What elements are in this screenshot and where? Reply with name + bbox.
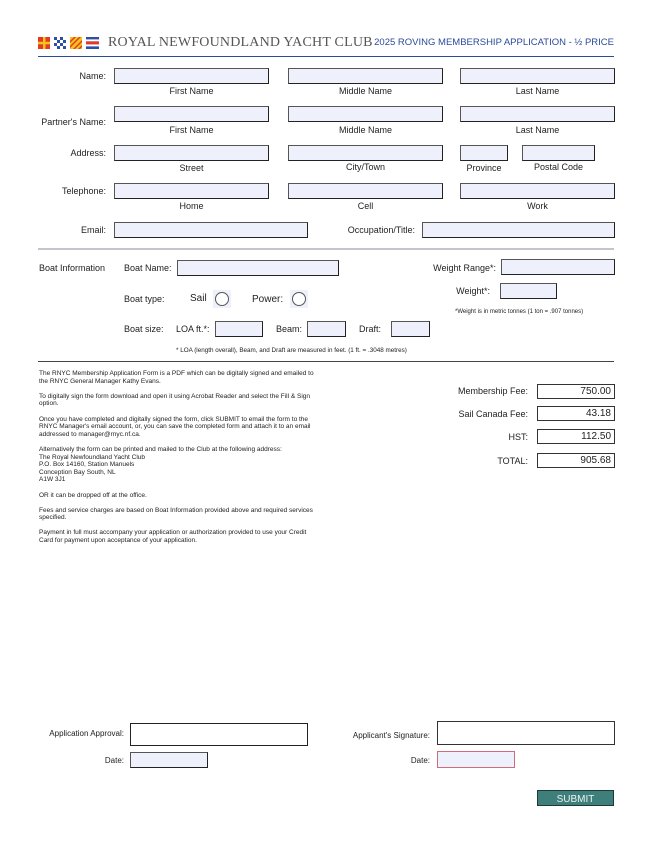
partner-name-label: Partner's Name:: [41, 117, 106, 127]
weight-range-input[interactable]: [501, 259, 615, 275]
middle-name-input[interactable]: [288, 68, 443, 84]
partner-last-name-input[interactable]: [460, 106, 615, 122]
home-phone-caption: Home: [179, 201, 204, 211]
hst-label: HST:: [508, 432, 528, 442]
postal-code-input[interactable]: [522, 145, 595, 161]
mailing-intro: Alternatively the form can be printed and mailed to the Club at the following address:: [39, 445, 282, 453]
boat-name-label: Boat Name:: [124, 263, 172, 273]
applicant-date-input[interactable]: [437, 751, 515, 768]
boat-name-input[interactable]: [177, 260, 339, 276]
weight-note: *Weight is in metric tonnes (1 ton = .907 tonnes): [455, 309, 584, 315]
info-paragraph: Fees and service charges are based on Boat Information provided above and required services specified.: [39, 506, 313, 522]
instructions-text: [39, 370, 314, 552]
info-paragraph: Once you have completed and digitally signed the form, click SUBMIT to email the form to the RNYC Manager's email account, or, you can save the completed form and attach it to an email addressed to manager@rnyc.nf.ca.: [39, 415, 311, 438]
first-name-input[interactable]: [114, 68, 269, 84]
beam-input[interactable]: [307, 321, 346, 337]
work-phone-caption: Work: [527, 201, 548, 211]
address-line: A1W 3J1: [39, 476, 66, 484]
occupation-input[interactable]: [422, 222, 615, 238]
membership-fee-value: 750.00: [537, 384, 615, 399]
sail-canada-fee-value: 43.18: [537, 406, 615, 421]
loa-input[interactable]: [215, 321, 263, 337]
power-radio[interactable]: [292, 292, 306, 306]
approval-date-label: Date:: [104, 756, 124, 765]
partner-first-name-input[interactable]: [114, 106, 269, 122]
sail-label: Sail: [190, 293, 207, 304]
postal-code-caption: Postal Code: [533, 162, 584, 172]
partner-middle-name-input[interactable]: [288, 106, 443, 122]
info-paragraph: Payment in full must accompany your application or authorization provided to use your Credit Card for payment upon acceptance of your application.: [39, 529, 307, 545]
total-label: TOTAL:: [497, 456, 528, 466]
first-name-caption: First Name: [169, 86, 214, 96]
form-title: 2025 ROVING MEMBERSHIP APPLICATION - ½ PRICE: [374, 37, 614, 48]
partner-middle-name-caption: Middle Name: [338, 125, 393, 135]
sail-radio[interactable]: [215, 292, 229, 306]
draft-label: Draft:: [359, 324, 382, 334]
flag-n-icon: [54, 37, 66, 49]
flag-c-icon: [86, 37, 99, 49]
city-caption: City/Town: [345, 162, 385, 172]
address-line: P.O. Box 14160, Station Manuels: [39, 461, 135, 469]
partner-last-name-caption: Last Name: [515, 125, 560, 135]
club-name: ROYAL NEWFOUNDLAND YACHT CLUB: [108, 35, 373, 50]
total-value: 905.68: [537, 453, 615, 468]
power-label: Power:: [252, 294, 284, 305]
boat-divider: [38, 361, 614, 362]
province-input[interactable]: [460, 145, 508, 161]
street-caption: Street: [179, 163, 204, 173]
application-approval-field[interactable]: [130, 723, 308, 746]
mailing-address-block: [39, 446, 314, 484]
beam-label: Beam:: [276, 324, 303, 334]
sail-canada-fee-label: Sail Canada Fee:: [458, 409, 528, 419]
info-paragraph: OR it can be dropped off at the office.: [39, 491, 147, 499]
middle-name-caption: Middle Name: [338, 86, 393, 96]
work-phone-input[interactable]: [460, 183, 615, 199]
boat-information-heading: Boat Information: [39, 263, 106, 273]
cell-phone-caption: Cell: [357, 201, 374, 211]
email-input[interactable]: [114, 222, 308, 238]
applicant-date-label: Date:: [410, 756, 430, 765]
flag-y-icon: [70, 37, 82, 49]
home-phone-input[interactable]: [114, 183, 269, 199]
section-divider: [38, 248, 614, 250]
cell-phone-input[interactable]: [288, 183, 443, 199]
boat-size-note: * LOA (length overall), Beam, and Draft are measured in feet. (1 ft. = .3048 metres): [176, 347, 407, 354]
address-line: The Royal Newfoundland Yacht Club: [39, 453, 145, 461]
signal-flags-logo: [38, 37, 100, 49]
telephone-label: Telephone:: [61, 186, 106, 196]
email-label: Email:: [80, 225, 106, 235]
last-name-input[interactable]: [460, 68, 615, 84]
province-caption: Province: [466, 163, 502, 173]
weight-label: Weight*:: [456, 286, 490, 296]
approval-date-input[interactable]: [130, 752, 208, 768]
info-paragraph: The RNYC Membership Application Form is a PDF which can be digitally signed and emailed to the RNYC General Manager Kathy Evans.: [39, 370, 314, 385]
header-divider: [38, 56, 614, 57]
boat-type-label: Boat type:: [124, 294, 165, 304]
boat-size-label: Boat size:: [124, 324, 164, 334]
membership-fee-label: Membership Fee:: [457, 386, 528, 396]
loa-label: LOA ft.*:: [176, 324, 210, 334]
partner-first-name-caption: First Name: [169, 125, 214, 135]
submit-button[interactable]: SUBMIT: [537, 790, 614, 806]
header: [38, 34, 614, 54]
flag-r-icon: [38, 37, 50, 49]
applicant-signature-field[interactable]: [437, 721, 615, 745]
city-input[interactable]: [288, 145, 443, 161]
hst-value: 112.50: [537, 429, 615, 444]
draft-input[interactable]: [391, 321, 430, 337]
info-paragraph: To digitally sign the form download and open it using Acrobat Reader and select the Fill & Sign option.: [39, 392, 310, 408]
street-input[interactable]: [114, 145, 269, 161]
address-line: Conception Bay South, NL: [39, 468, 116, 476]
weight-input[interactable]: [500, 283, 557, 299]
application-approval-label: Application Approval:: [49, 729, 124, 738]
name-label: Name:: [79, 71, 106, 81]
occupation-label: Occupation/Title:: [347, 225, 415, 235]
address-label: Address:: [70, 148, 106, 158]
applicant-signature-label: Applicant's Signature:: [352, 731, 430, 740]
weight-range-label: Weight Range*:: [433, 263, 496, 273]
last-name-caption: Last Name: [515, 86, 560, 96]
